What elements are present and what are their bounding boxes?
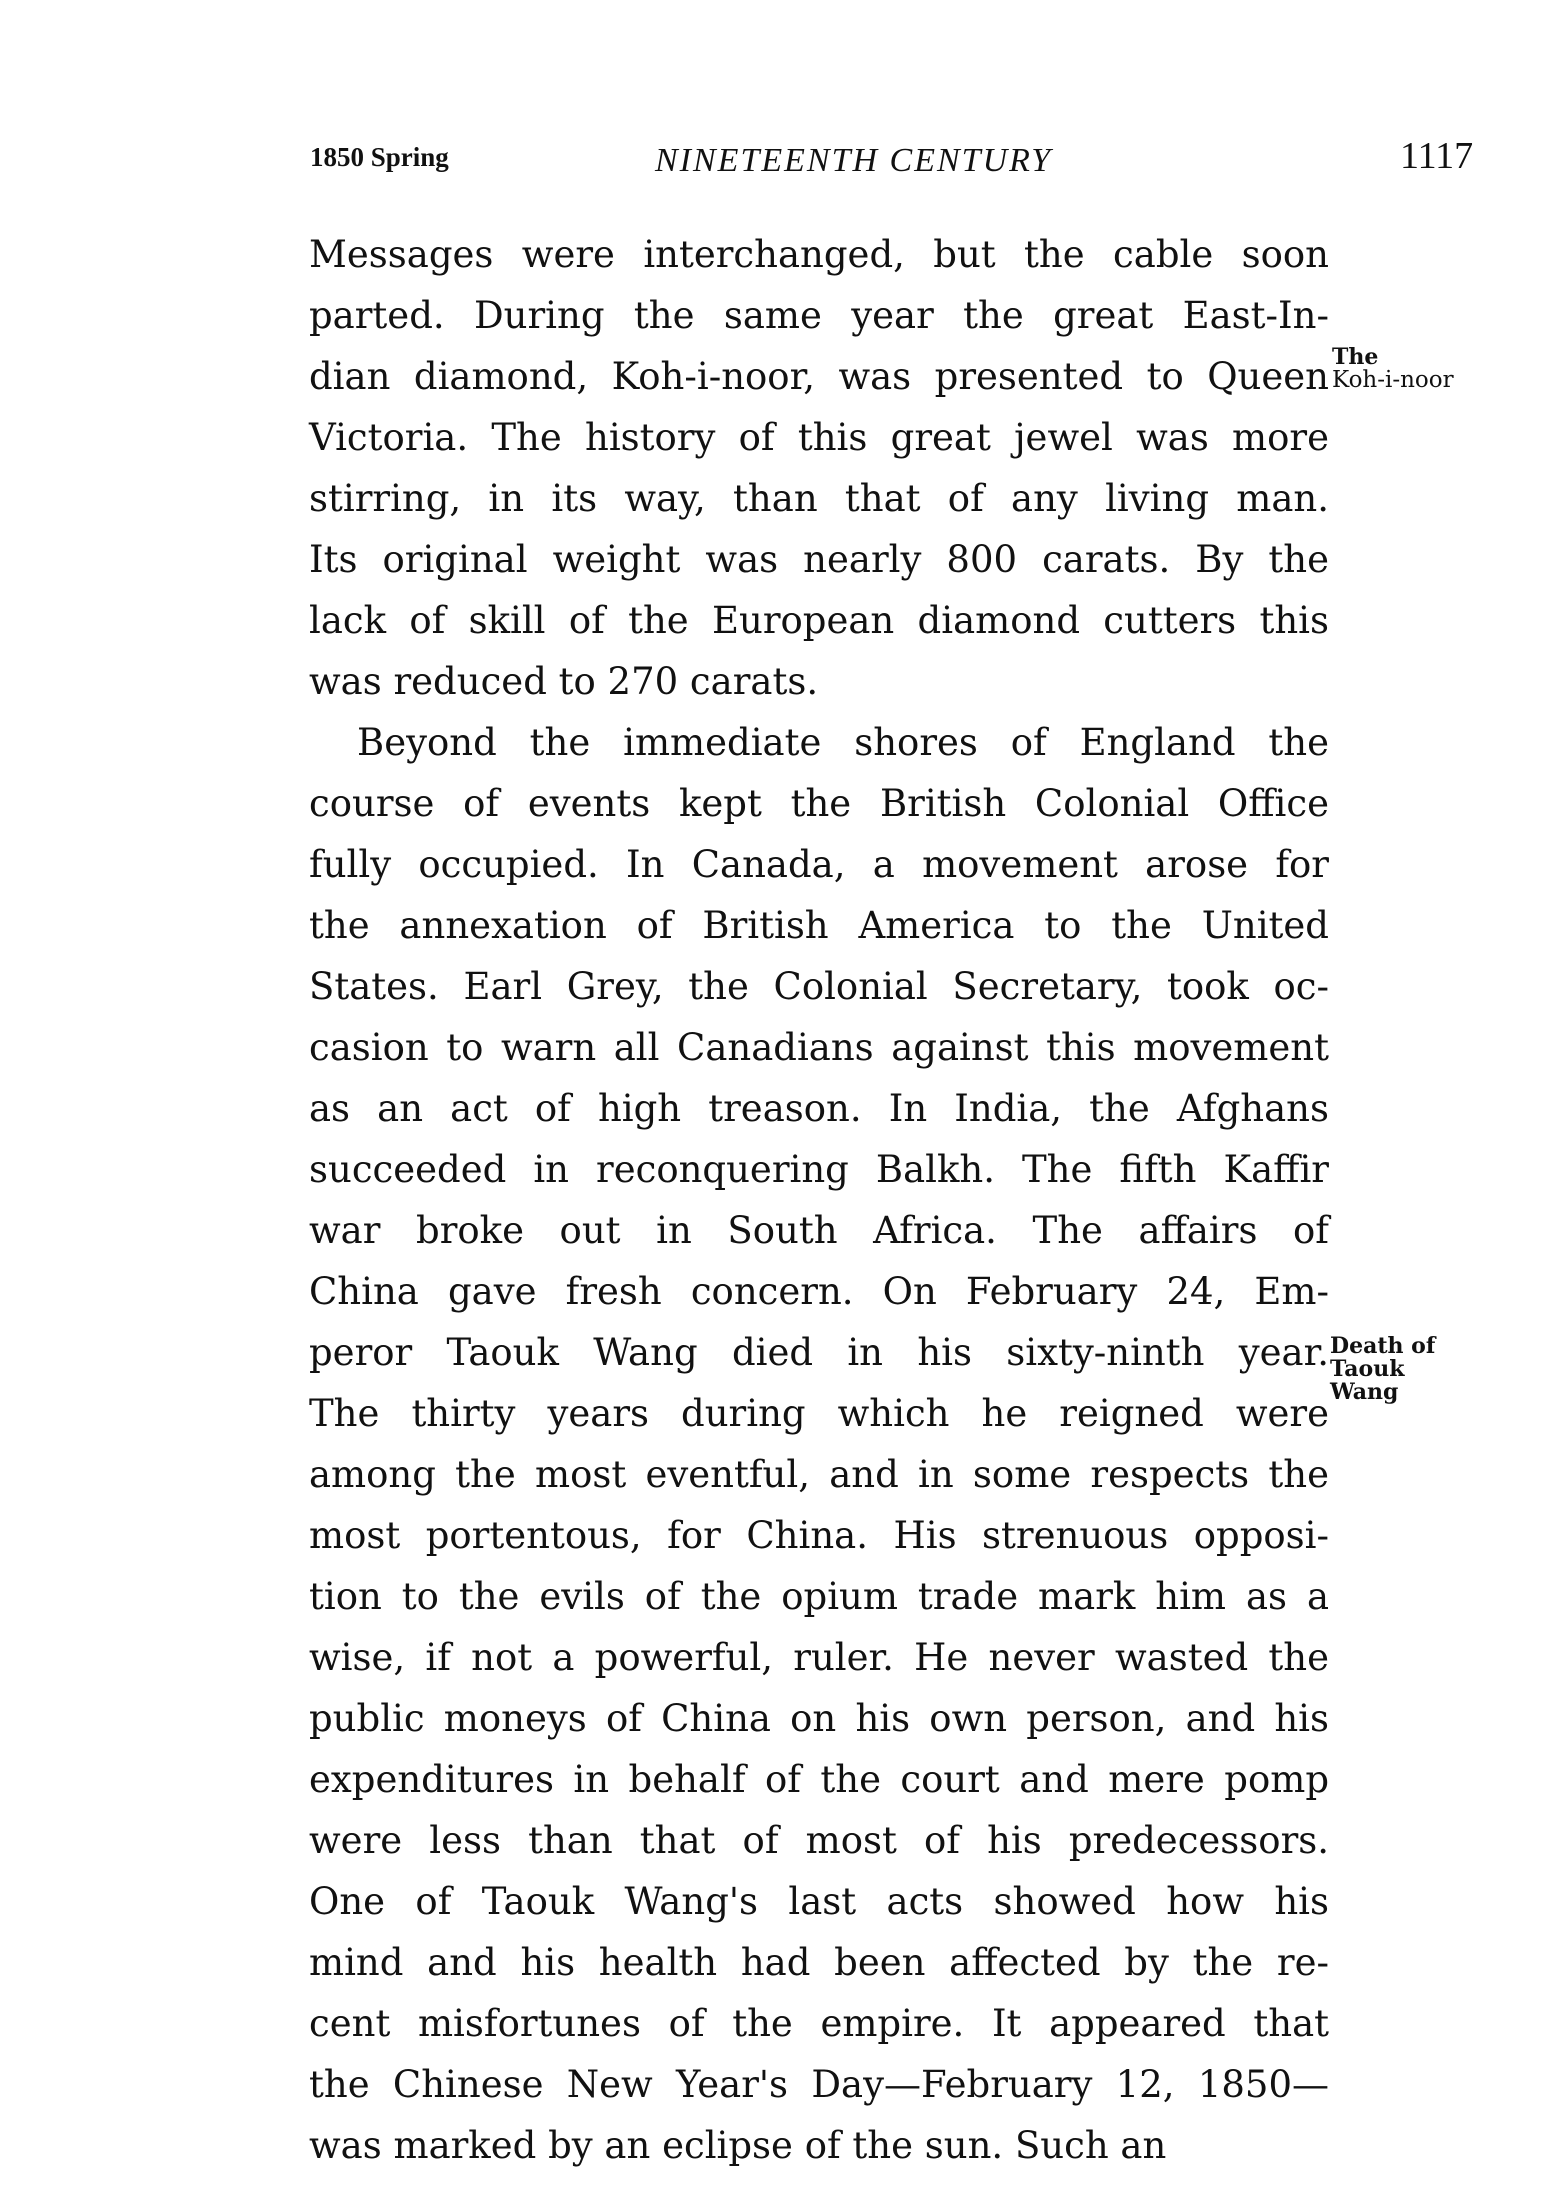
margin-note-line: Wang [1330,1379,1399,1405]
text-line: as an act of high treason. In India, the Afghans [309,1087,1329,1130]
margin-note-line: Taouk [1330,1356,1405,1382]
text-line: mind and his health had been affected by the re- [309,1941,1329,1984]
text-line: wise, if not a powerful, ruler. He never wasted the [309,1636,1329,1679]
text-line: most portentous, for China. His strenuous opposi- [309,1514,1329,1557]
text-line: Its original weight was nearly 800 carats. By the [309,538,1329,581]
text-line: dian diamond, Koh-i-noor, was presented to Queen [309,355,1329,398]
text-line: Messages were interchanged, but the cable soon [309,233,1329,276]
running-head-title: NINETEENTH CENTURY [655,142,1053,179]
text-line: fully occupied. In Canada, a movement arose for [309,843,1329,886]
text-line: were less than that of most of his predecessors. [309,1819,1329,1862]
margin-note-line: Death of [1330,1333,1436,1359]
page-number: 1117 [1400,135,1474,177]
text-line: Victoria. The history of this great jewel was more [309,416,1329,459]
text-line: Beyond the immediate shores of England the [357,721,1329,764]
text-line: the annexation of British America to the United [309,904,1329,947]
text-line: stirring, in its way, than that of any living man. [309,477,1329,520]
text-line: expenditures in behalf of the court and mere pomp [309,1758,1329,1801]
text-line: lack of skill of the European diamond cutters this [309,599,1329,642]
text-line: was marked by an eclipse of the sun. Such an [309,2124,1167,2167]
margin-note-line: Koh-i-noor [1332,367,1454,393]
text-line: The thirty years during which he reigned were [309,1392,1329,1435]
text-line: One of Taouk Wang's last acts showed how his [309,1880,1329,1923]
text-line: course of events kept the British Colonial Office [309,782,1329,825]
text-line: casion to warn all Canadians against this movement [309,1026,1329,1069]
margin-note-taouk-wang [1330,1335,1435,1404]
text-line: succeeded in reconquering Balkh. The fifth Kaffir [309,1148,1329,1191]
text-line: among the most eventful, and in some respects the [309,1453,1329,1496]
margin-note-line: The [1332,344,1379,370]
body-text [309,224,1329,2176]
text-line: public moneys of China on his own person, and his [309,1697,1329,1740]
margin-note-koh-i-noor [1332,346,1454,392]
text-line: the Chinese New Year's Day—February 12, 1850— [309,2063,1329,2106]
text-line: tion to the evils of the opium trade mark him as a [309,1575,1329,1618]
text-line: was reduced to 270 carats. [309,660,819,703]
text-line: war broke out in South Africa. The affairs of [309,1209,1329,1252]
running-head-date: 1850 Spring [310,142,449,172]
text-line: peror Taouk Wang died in his sixty-ninth year. [309,1331,1329,1374]
text-line: States. Earl Grey, the Colonial Secretary, took oc- [309,965,1329,1008]
text-line: parted. During the same year the great East-In- [309,294,1329,337]
text-line: China gave fresh concern. On February 24, Em- [309,1270,1329,1313]
text-line: cent misfortunes of the empire. It appeared that [309,2002,1329,2045]
